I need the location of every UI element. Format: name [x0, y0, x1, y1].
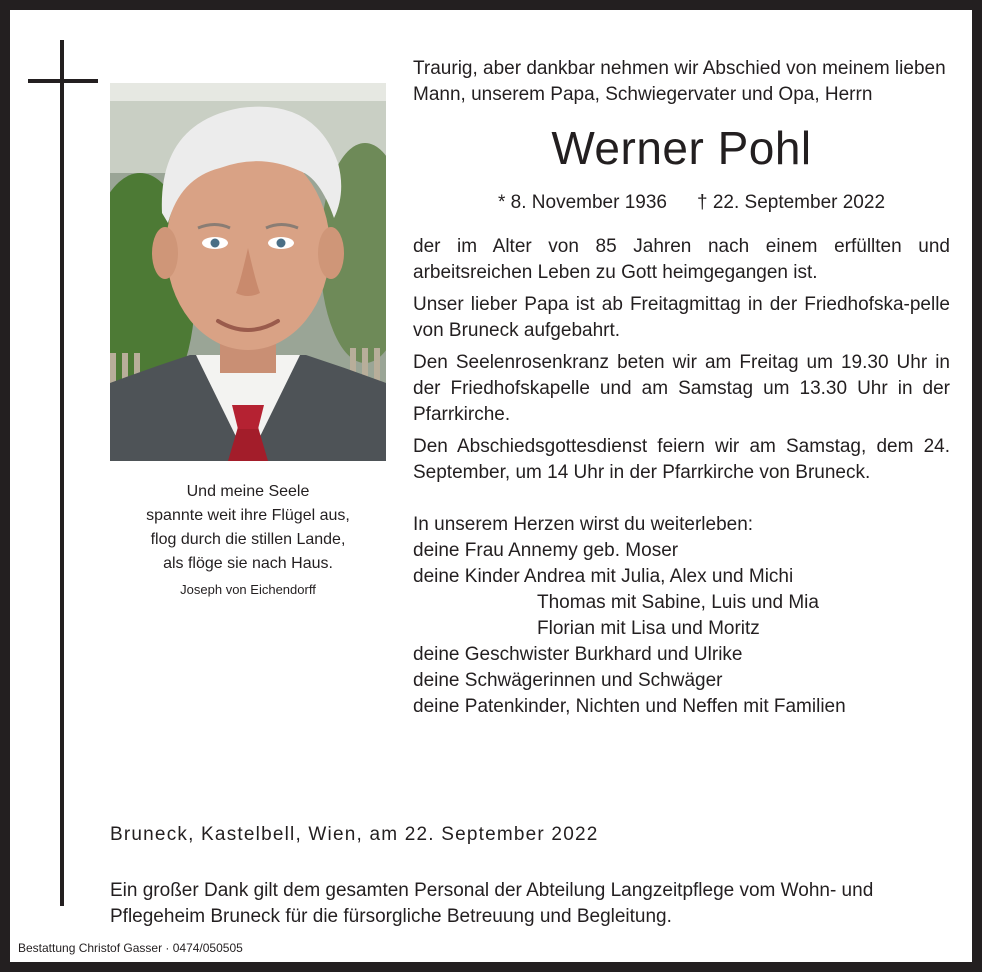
paragraph: der im Alter von 85 Jahren nach einem erfüllten und arbeitsreichen Leben zu Gott heimgegangen ist.	[413, 236, 950, 283]
paragraph: Den Seelenrosenkranz beten wir am Freitag um 19.30 Uhr in der Friedhofskapelle und am Samstag um 13.30 Uhr in der Pfarrkirche.	[413, 352, 950, 425]
death-date: † 22. September 2022	[696, 192, 886, 213]
deceased-name: Werner Pohl	[551, 122, 812, 174]
thanks-note: Ein großer Dank gilt dem gesamten Personal der Abteilung Langzeitpflege vom Wohn- und Pflegeheim Bruneck für die fürsorgliche Betreuung und Begleitung.	[110, 880, 874, 927]
cross-horizontal-bar	[28, 79, 98, 83]
paragraph: Den Abschiedsgottesdienst feiern wir am Samstag, dem 24. September, um 14 Uhr in der Pfarrkirche von Bruneck.	[413, 436, 950, 483]
mourner-entry: deine Frau Annemy geb. Moser	[413, 540, 679, 561]
portrait-photo	[110, 83, 386, 461]
poem-line: als flöge sie nach Haus.	[163, 555, 333, 572]
mourners-list	[413, 512, 950, 720]
cross-vertical-bar	[60, 40, 64, 906]
mourners-heading: In unserem Herzen wirst du weiterleben:	[413, 514, 754, 535]
place-and-date: Bruneck, Kastelbell, Wien, am 22. September 2022	[110, 824, 599, 845]
poem-line: flog durch die stillen Lande,	[150, 531, 346, 548]
obituary-notice	[10, 10, 972, 962]
obituary-text	[413, 56, 950, 720]
poem-line: Und meine Seele	[186, 483, 310, 500]
mourner-entry: deine Geschwister Burkhard und Ulrike	[413, 644, 743, 665]
mourner-entry: Florian mit Lisa und Moritz	[537, 618, 760, 639]
poem	[110, 480, 386, 600]
mourner-entry: deine Patenkinder, Nichten und Neffen mit Familien	[413, 696, 846, 717]
life-dates	[433, 190, 950, 216]
mourner-entry: Thomas mit Sabine, Luis und Mia	[537, 592, 819, 613]
mourner-entry: deine Schwägerinnen und Schwäger	[413, 670, 723, 691]
intro-text: Traurig, aber dankbar nehmen wir Abschied von meinem lieben Mann, unserem Papa, Schwiegervater und Opa, Herrn	[413, 58, 946, 105]
paragraph: Unser lieber Papa ist ab Freitagmittag in der Friedhofska-pelle von Bruneck aufgebahrt.	[413, 294, 950, 341]
poem-line: spannte weit ihre Flügel aus,	[146, 507, 350, 524]
birth-date: * 8. November 1936	[497, 192, 667, 213]
poem-author: Joseph von Eichendorff	[180, 582, 316, 597]
funeral-home-footer: Bestattung Christof Gasser · 0474/050505	[18, 941, 243, 955]
mourner-entry: deine Kinder Andrea mit Julia, Alex und Michi	[413, 566, 794, 587]
